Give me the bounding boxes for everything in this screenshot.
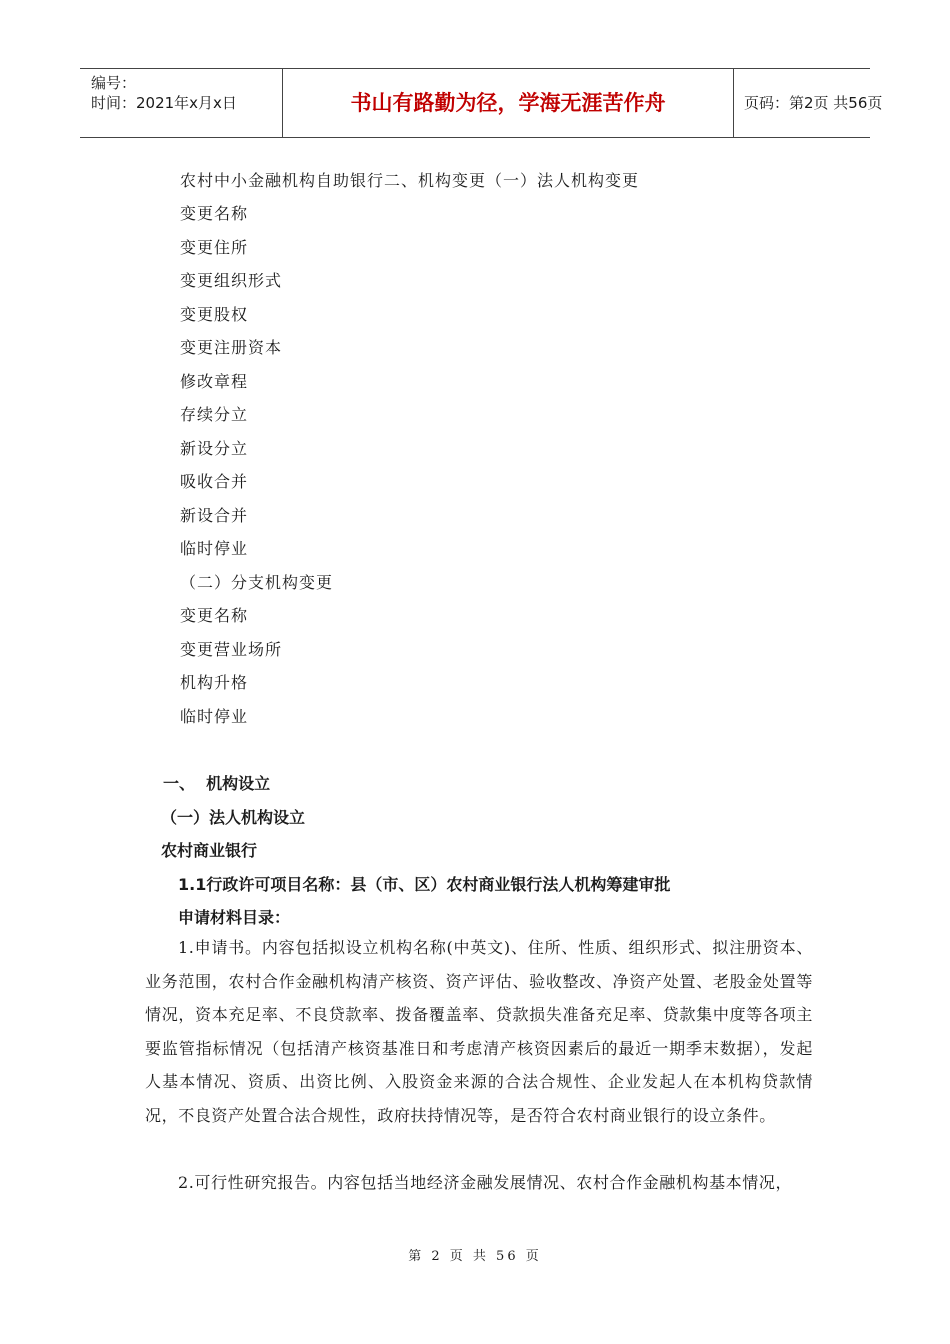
list-line: 临时停业 bbox=[180, 707, 249, 726]
header-meta bbox=[80, 69, 282, 137]
document-number-label: 编号： bbox=[91, 74, 137, 92]
list-line: 变更营业场所 bbox=[180, 640, 283, 659]
sub-heading: （一）法人机构设立 bbox=[161, 808, 306, 827]
list-line: 存续分立 bbox=[180, 405, 249, 424]
list-line: 变更名称 bbox=[180, 606, 249, 625]
page-header bbox=[80, 68, 883, 138]
list-line: （二）分支机构变更 bbox=[180, 573, 334, 592]
page-footer: 第 2 页 共 56 页 bbox=[408, 1249, 542, 1264]
list-line: 变更名称 bbox=[180, 204, 249, 223]
list-line: 吸收合并 bbox=[180, 472, 249, 491]
list-line: 修改章程 bbox=[180, 372, 249, 391]
materials-title: 申请材料目录： bbox=[178, 908, 291, 927]
section-heading: 一、 机构设立 bbox=[163, 774, 271, 793]
list-line: 新设合并 bbox=[180, 506, 249, 525]
document-time-label: 时间：2021年x月x日 bbox=[91, 94, 237, 112]
list-line: 农村中小金融机构自助银行二、机构变更（一）法人机构变更 bbox=[180, 171, 640, 190]
paragraph: 1.申请书。内容包括拟设立机构名称(中英文)、住所、性质、组织形式、拟注册资本、业务范围，农村合作金融机构清产核资、资产评估、验收整改、净资产处置、老股金处置等情况，资本充足率、不良贷款率、拨备覆盖率、贷款损失准备充足率、贷款集中度等各项主要监管指标情况（包括清产核资基准日和考虑清产核资因素后的最近一期季末数据），发起人基本情况、资质、出资比例、入股资金来源的合法合规性、企业发起人在本机构贷款情况，不良资产处置合法合规性，政府扶持情况等，是否符合农村商业银行的设立条件。 bbox=[145, 938, 813, 1125]
list-line: 变更股权 bbox=[180, 305, 249, 324]
list-line: 变更注册资本 bbox=[180, 338, 283, 357]
header-page-label: 页码：第2页 共56页 bbox=[744, 94, 883, 112]
list-line: 变更住所 bbox=[180, 238, 249, 257]
list-line: 新设分立 bbox=[180, 439, 249, 458]
bank-type-heading: 农村商业银行 bbox=[161, 841, 258, 860]
header-motto: 书山有路勤为径，学海无涯苦作舟 bbox=[282, 69, 734, 137]
list-line: 机构升格 bbox=[180, 673, 249, 692]
paragraph: 2.可行性研究报告。内容包括当地经济金融发展情况、农村合作金融机构基本情况， bbox=[178, 1173, 793, 1192]
item-title: 1.1行政许可项目名称：县（市、区）农村商业银行法人机构筹建审批 bbox=[178, 875, 671, 894]
list-line: 临时停业 bbox=[180, 539, 249, 558]
list-line: 变更组织形式 bbox=[180, 271, 283, 290]
